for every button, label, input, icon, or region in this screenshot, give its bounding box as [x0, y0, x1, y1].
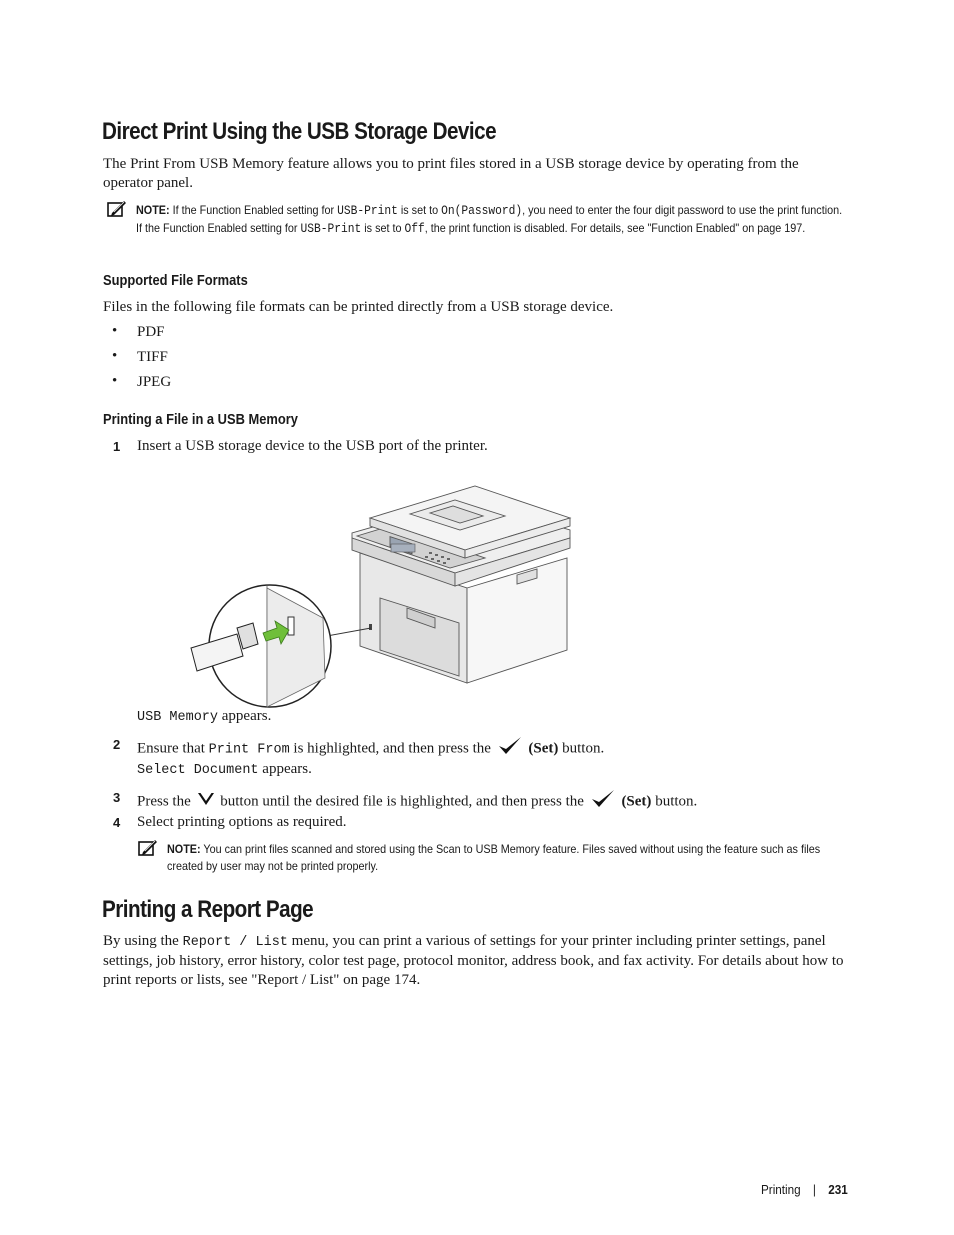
- note-text: , you need to enter the four digit password to use the print function. If the Function Enabled setting for: [136, 203, 843, 235]
- report-post: menu, you can print a various of settings for your printer including printer settings, panel settings, job history, error history, color test page, protocol monitor, address book, and fax activity. For details about how to print reports or lists, see "Report / List" on page 174.: [103, 933, 844, 988]
- section-title-direct-print: Direct Print Using the USB Storage Device: [102, 118, 497, 145]
- note-label: NOTE:: [167, 842, 201, 856]
- checkmark-set-icon: [590, 788, 616, 816]
- appears-text: appears.: [258, 761, 312, 777]
- report-pre: By using the: [103, 933, 183, 949]
- format-item: PDF: [137, 324, 165, 340]
- step3-post: button.: [651, 793, 698, 810]
- bullet-dot: •: [112, 323, 118, 339]
- section-title-report-page: Printing a Report Page: [102, 896, 314, 923]
- select-document-appears: [137, 760, 312, 780]
- set-label: (Set): [528, 740, 559, 757]
- heading-supported-formats: Supported File Formats: [103, 272, 248, 289]
- note-icon: [107, 200, 127, 223]
- note-text: is set to: [361, 221, 405, 235]
- checkmark-set-icon: [497, 735, 523, 763]
- note-scan-to-usb: [167, 841, 847, 875]
- step4-text: Select printing options as required.: [137, 814, 347, 830]
- code-usb-print: USB-Print: [337, 204, 398, 218]
- printer-usb-illustration: [185, 478, 580, 715]
- footer-section: Printing: [761, 1182, 801, 1197]
- step3-mid: button until the desired file is highlighted, and then press the: [220, 793, 584, 810]
- set-label: (Set): [621, 793, 652, 810]
- section-intro: The Print From USB Memory feature allows you to print files stored in a USB storage device by operating from the operator panel.: [103, 156, 799, 191]
- appears-text: appears.: [218, 708, 272, 724]
- heading-printing-file: Printing a File in a USB Memory: [103, 411, 298, 428]
- chevron-down-icon: [197, 791, 215, 813]
- note-text: is set to: [397, 203, 442, 217]
- step-number: 1: [113, 439, 121, 454]
- code-off: Off: [404, 222, 425, 236]
- step2-post: button.: [558, 740, 605, 757]
- code-select-document: Select Document: [137, 763, 259, 778]
- bullet-dot: •: [112, 373, 118, 389]
- note-text: , the print function is disabled. For details, see "Function Enabled" on page 197.: [424, 221, 806, 235]
- page-footer: [761, 1182, 848, 1197]
- step3-pre: Press the: [137, 793, 191, 810]
- bullet-dot: •: [112, 348, 118, 364]
- code-usb-print: USB-Print: [300, 222, 362, 236]
- format-item: TIFF: [137, 349, 168, 365]
- step3-text: [137, 788, 697, 816]
- step2-pre: Ensure that: [137, 740, 209, 757]
- report-intro: [103, 932, 853, 990]
- step2-mid: is highlighted, and then press the: [289, 740, 491, 757]
- code-report-list: Report / List: [182, 935, 288, 950]
- note-text: If the Function Enabled setting for: [169, 203, 338, 217]
- note-label: NOTE:: [136, 203, 170, 217]
- page-number: 231: [828, 1182, 848, 1197]
- format-item: JPEG: [137, 374, 172, 390]
- formats-intro: Files in the following file formats can be printed directly from a USB storage device.: [103, 299, 614, 315]
- code-print-from: Print From: [208, 742, 290, 758]
- note-function-enabled: [136, 202, 847, 238]
- code-usb-memory: USB Memory: [137, 710, 219, 725]
- step1-text: Insert a USB storage device to the USB port of the printer.: [137, 438, 488, 454]
- step-number: 2: [113, 737, 121, 752]
- usb-memory-appears: [137, 707, 271, 727]
- note-text: You can print files scanned and stored using the Scan to USB Memory feature. Files saved without using the feature such as files created by user may not be printed properly.: [167, 842, 821, 873]
- step-number: 4: [113, 815, 121, 830]
- code-on-password: On(Password): [441, 204, 523, 218]
- footer-separator: |: [812, 1182, 816, 1197]
- step2-text: [137, 735, 604, 763]
- step-number: 3: [113, 790, 121, 805]
- note-icon: [138, 839, 158, 862]
